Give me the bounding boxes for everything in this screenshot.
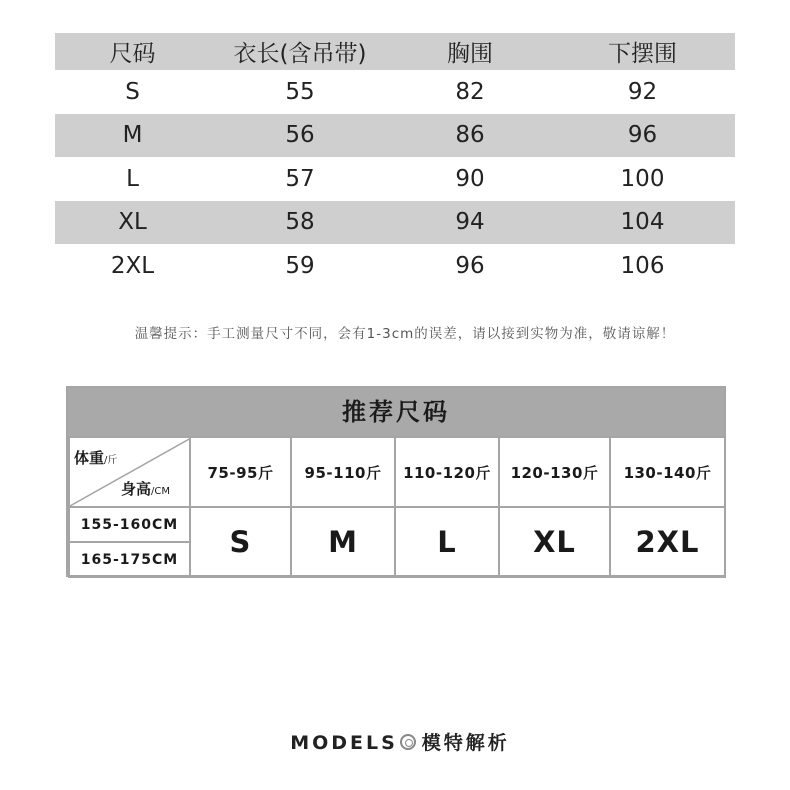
cell-hem: 92 bbox=[627, 78, 658, 105]
header-length: 衣长(含吊带) bbox=[210, 33, 390, 70]
weight-header bbox=[74, 447, 117, 468]
cell-length: 59 bbox=[285, 252, 315, 279]
recommend-table-panel bbox=[66, 386, 726, 577]
cell-bust: 90 bbox=[455, 165, 485, 192]
cell-bust: 94 bbox=[390, 201, 550, 245]
cell-hem: 96 bbox=[550, 114, 735, 158]
recommend-title: 推荐尺码 bbox=[68, 388, 724, 436]
footer-brand: MODELS bbox=[290, 732, 398, 754]
recommended-size: S bbox=[190, 507, 291, 577]
cell-length: 57 bbox=[285, 165, 315, 192]
cell-size: L bbox=[126, 165, 139, 192]
footer-text: 模特解析 bbox=[421, 732, 510, 754]
cell-hem: 100 bbox=[620, 165, 665, 192]
cell-size: 2XL bbox=[110, 252, 155, 279]
table-row bbox=[55, 114, 735, 158]
cell-size: M bbox=[55, 114, 210, 158]
cell-hem: 104 bbox=[550, 201, 735, 245]
weight-range: 75-95斤 bbox=[190, 437, 291, 507]
table-row bbox=[55, 244, 735, 288]
weight-row bbox=[69, 437, 725, 507]
weight-range: 110-120斤 bbox=[395, 437, 499, 507]
cell-size: S bbox=[125, 78, 140, 105]
table-row bbox=[55, 70, 735, 114]
cell-bust: 82 bbox=[455, 78, 485, 105]
recommended-size: 2XL bbox=[610, 507, 725, 577]
header-hem: 下摆围 bbox=[550, 33, 735, 70]
table-row bbox=[55, 157, 735, 201]
height-header bbox=[121, 478, 170, 499]
size-table bbox=[55, 33, 735, 288]
cell-length: 56 bbox=[210, 114, 390, 158]
recommended-size: L bbox=[395, 507, 499, 577]
recommend-table bbox=[68, 436, 726, 578]
size-row bbox=[69, 507, 725, 542]
height-range: 155-160CM bbox=[69, 507, 190, 542]
height-range: 165-175CM bbox=[69, 542, 190, 577]
circle-logo-icon bbox=[400, 734, 416, 750]
height-unit: /CM bbox=[151, 486, 170, 497]
table-row bbox=[55, 201, 735, 245]
recommended-size: XL bbox=[499, 507, 610, 577]
weight-range: 120-130斤 bbox=[499, 437, 610, 507]
weight-label: 体重 bbox=[74, 449, 105, 467]
cell-size: XL bbox=[55, 201, 210, 245]
size-table-header bbox=[55, 33, 735, 70]
recommended-size: M bbox=[291, 507, 395, 577]
measurement-note: 温馨提示：手工测量尺寸不同，会有1-3cm的误差，请以接到实物为准，敬请谅解！ bbox=[134, 326, 676, 342]
cell-bust: 86 bbox=[390, 114, 550, 158]
height-label: 身高 bbox=[121, 480, 152, 498]
weight-range: 95-110斤 bbox=[291, 437, 395, 507]
weight-unit: /斤 bbox=[104, 455, 118, 466]
weight-range: 130-140斤 bbox=[610, 437, 725, 507]
cell-length: 55 bbox=[285, 78, 315, 105]
header-bust: 胸围 bbox=[390, 33, 550, 70]
models-footer bbox=[0, 728, 790, 755]
diagonal-header-cell bbox=[69, 437, 190, 507]
cell-bust: 96 bbox=[455, 252, 485, 279]
cell-length: 58 bbox=[210, 201, 390, 245]
cell-hem: 106 bbox=[620, 252, 665, 279]
header-size: 尺码 bbox=[55, 33, 210, 70]
